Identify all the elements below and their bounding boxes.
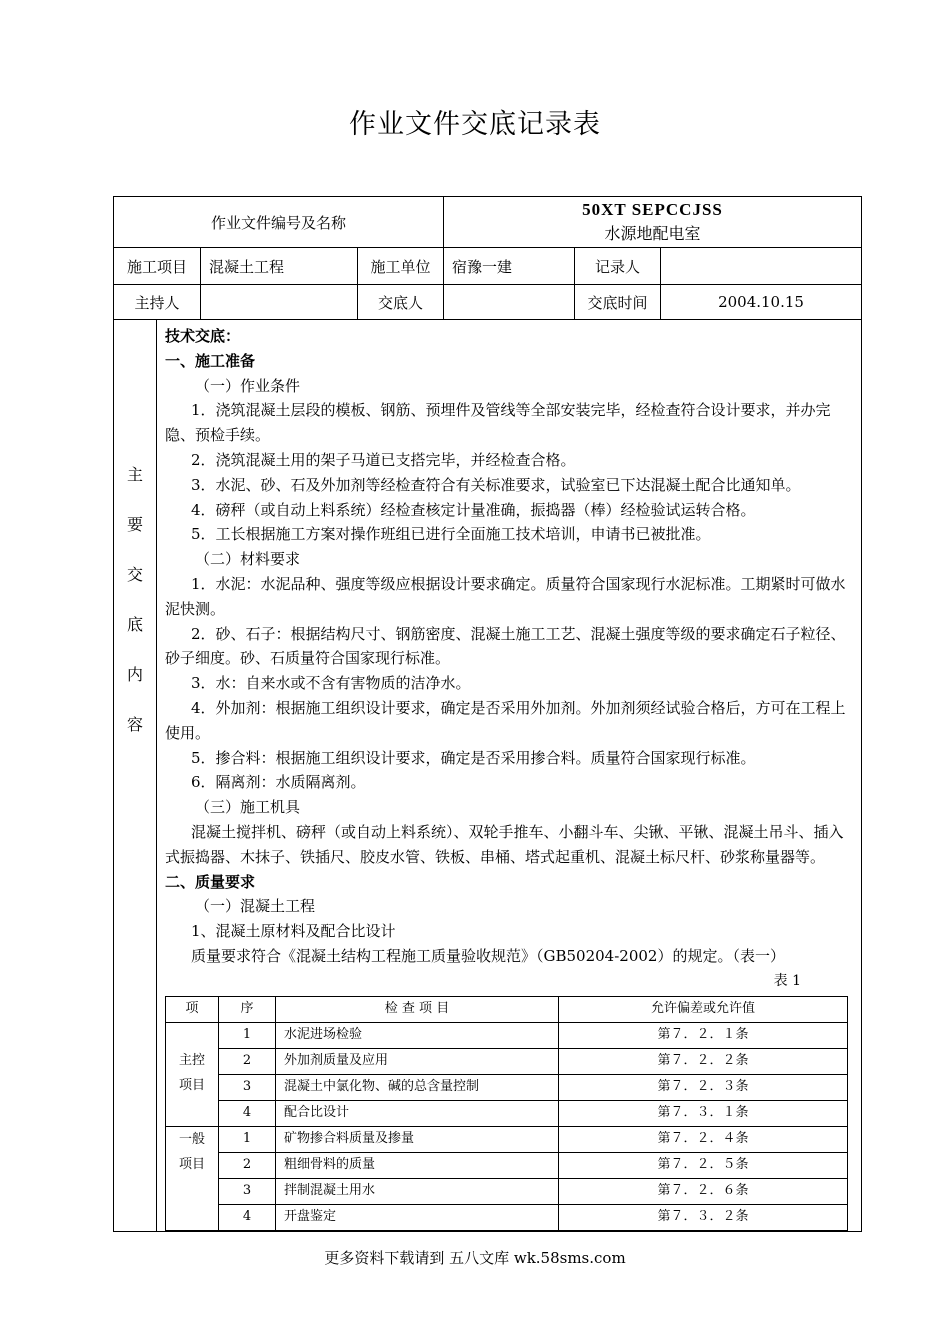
host-label: 主持人 [114, 285, 201, 320]
row-item: 拌制混凝土用水 [276, 1178, 559, 1204]
paragraph: 3．水泥、砂、石及外加剂等经检查符合有关标准要求，试验室已下达混凝土配合比通知单。 [191, 475, 801, 494]
presenter-value [444, 285, 575, 320]
row-no: 3 [219, 1178, 276, 1204]
time-value: 2004.10.15 [661, 285, 862, 320]
paragraph: 质量要求符合《混凝土结构工程施工质量验收规范》（GB50204-2002）的规定。（表一） [191, 946, 785, 965]
doc-name: 水源地配电室 [604, 224, 701, 243]
unit-label: 施工单位 [358, 248, 444, 285]
table-row [166, 1100, 848, 1126]
footer-text: 更多资料下载请到 五八文库 wk.58sms.com [324, 1249, 626, 1267]
row-no: 4 [219, 1204, 276, 1230]
paragraph: 5．工长根据施工方案对操作班组已进行全面施工技术培训，申请书已被批准。 [191, 525, 711, 544]
subsection-heading: （一）混凝土工程 [195, 897, 316, 916]
doc-code: 50XT SEPCCJSS [582, 200, 723, 219]
time-label: 交底时间 [575, 285, 661, 320]
row-item: 开盘鉴定 [276, 1204, 559, 1230]
table-row [166, 1022, 848, 1048]
group-label [166, 1022, 219, 1126]
host-value [201, 285, 358, 320]
row-no: 4 [219, 1100, 276, 1126]
paragraph: 4．外加剂：根据施工组织设计要求，确定是否采用外加剂。外加剂须经试验合格后，方可在工程上使用。 [165, 698, 846, 742]
group-label-line: 项目 [178, 1156, 205, 1172]
side-label [114, 320, 157, 1232]
unit-value: 宿豫一建 [444, 248, 575, 285]
table-caption: 表 1 [773, 972, 802, 989]
table-row [166, 1126, 848, 1152]
row-no: 2 [219, 1048, 276, 1074]
side-char: 主 [126, 465, 143, 484]
group-label-line: 一般 [178, 1131, 205, 1147]
content-body [157, 320, 862, 1232]
row-no: 1 [219, 1126, 276, 1152]
record-table [113, 196, 862, 1232]
subsection-heading: （二）材料要求 [195, 550, 301, 569]
paragraph: 1．浇筑混凝土层段的模板、钢筋、预埋件及管线等全部安装完毕，经检查符合设计要求，并办完隐、预检手续。 [165, 401, 831, 445]
row-no: 2 [219, 1152, 276, 1178]
table-row [166, 1152, 848, 1178]
tech-title: 技术交底： [165, 327, 241, 345]
doc-info [444, 197, 862, 248]
row-value: 第７．２．６条 [559, 1178, 848, 1204]
row-value: 第７．２．４条 [559, 1126, 848, 1152]
paragraph: 4．磅秤（或自动上料系统）经检查核定计量准确，振捣器（棒）经检验试运转合格。 [191, 500, 756, 519]
row-item: 水泥进场检验 [276, 1022, 559, 1048]
paragraph: 1、混凝土原材料及配合比设计 [191, 922, 396, 941]
row-item: 混凝土中氯化物、碱的总含量控制 [276, 1074, 559, 1100]
table-row [166, 1178, 848, 1204]
recorder-label: 记录人 [575, 248, 661, 285]
table-header: 项 [166, 996, 219, 1022]
row-value: 第７．２．１条 [559, 1022, 848, 1048]
side-char: 容 [126, 715, 143, 734]
section-heading: 二、质量要求 [165, 872, 256, 891]
group-label-line: 项目 [178, 1078, 205, 1094]
paragraph: 1．水泥：水泥品种、强度等级应根据设计要求确定。质量符合国家现行水泥标准。工期紧时可做水泥快测。 [165, 574, 846, 618]
table-row [166, 1074, 848, 1100]
row-value: 第７．３．２条 [559, 1204, 848, 1230]
quality-table [165, 996, 848, 1231]
paragraph: 6．隔离剂：水质隔离剂。 [191, 773, 366, 792]
paragraph: 2．砂、石子：根据结构尺寸、钢筋密度、混凝土施工工艺、混凝土强度等级的要求确定石子粒径、砂子细度。砂、石质量符合国家现行标准。 [165, 624, 846, 668]
section-heading: 一、施工准备 [165, 351, 256, 370]
doc-label: 作业文件编号及名称 [114, 197, 444, 248]
row-no: 1 [219, 1022, 276, 1048]
row-value: 第７．２．２条 [559, 1048, 848, 1074]
project-value: 混凝土工程 [201, 248, 358, 285]
row-value: 第７．３．１条 [559, 1100, 848, 1126]
group-label-line: 主控 [178, 1053, 205, 1069]
subsection-heading: （一）作业条件 [195, 376, 301, 395]
row-item: 矿物掺合料质量及掺量 [276, 1126, 559, 1152]
table-header: 允许偏差或允许值 [559, 996, 848, 1022]
table-header: 序 [219, 996, 276, 1022]
presenter-label: 交底人 [358, 285, 444, 320]
side-char: 交 [126, 565, 143, 584]
row-item: 外加剂质量及应用 [276, 1048, 559, 1074]
table-header: 检 查 项 目 [276, 996, 559, 1022]
row-no: 3 [219, 1074, 276, 1100]
side-char: 要 [126, 515, 143, 534]
page-title: 作业文件交底记录表 [349, 109, 601, 140]
paragraph: 5．掺合料：根据施工组织设计要求，确定是否采用掺合料。质量符合国家现行标准。 [191, 748, 756, 767]
row-item: 粗细骨料的质量 [276, 1152, 559, 1178]
paragraph: 2．浇筑混凝土用的架子马道已支搭完毕，并经检查合格。 [191, 450, 576, 469]
row-value: 第７．２．５条 [559, 1152, 848, 1178]
subsection-heading: （三）施工机具 [195, 798, 301, 817]
project-label: 施工项目 [114, 248, 201, 285]
paragraph: 3．水：自来水或不含有害物质的洁净水。 [191, 674, 471, 693]
paragraph: 混凝土搅拌机、磅秤（或自动上料系统）、双轮手推车、小翻斗车、尖锹、平锹、混凝土吊斗、插入式振捣器、木抹子、铁插尺、胶皮水管、铁板、串桶、塔式起重机、混凝土标尺杆、砂浆称量器等。 [165, 822, 844, 866]
group-label [166, 1126, 219, 1230]
row-item: 配合比设计 [276, 1100, 559, 1126]
table-row [166, 1048, 848, 1074]
side-char: 底 [126, 615, 143, 634]
side-char: 内 [126, 665, 143, 684]
recorder-value [661, 248, 862, 285]
table-row [166, 1204, 848, 1230]
row-value: 第７．２．３条 [559, 1074, 848, 1100]
